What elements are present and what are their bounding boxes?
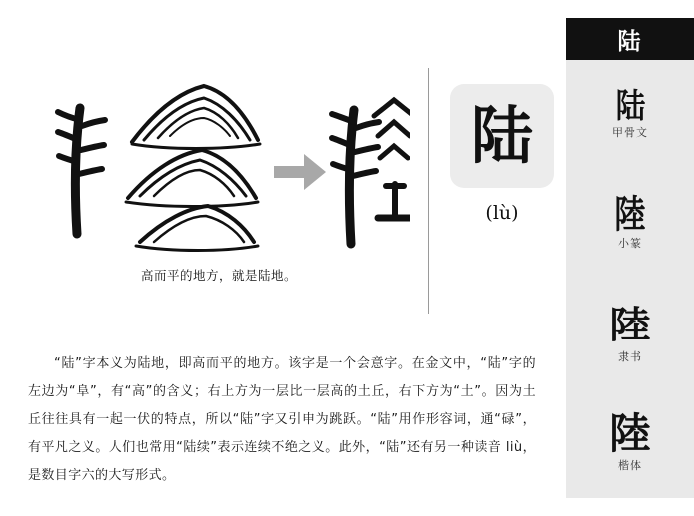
ancient-glyph-right [332,100,410,244]
hill-mounds-drawing [126,86,260,251]
script-label-clerical: 隶书 [618,349,642,363]
script-item-oracle [566,60,694,170]
modern-character-glyph: 陆 [470,99,533,172]
script-glyph-seal: 陸 [614,193,646,238]
script-label-oracle: 甲骨文 [612,126,648,140]
script-glyph-oracle: 陆 [615,86,645,126]
script-label-seal: 小篆 [618,237,642,251]
vertical-divider [428,68,429,314]
script-evolution-panel [566,18,694,498]
script-item-seal [566,170,694,280]
evolution-illustration [28,66,410,266]
ancient-glyph-left [58,108,105,234]
right-arrow-icon [274,154,326,190]
modern-character-block [446,84,558,224]
script-glyph-regular: 陸 [608,409,651,459]
pinyin-label: (lù) [485,202,519,224]
modern-character-card [450,84,554,188]
script-glyph-clerical: 陸 [608,303,651,346]
explanation-paragraph: “陆”字本义为陆地，即高而平的地方。该字是一个会意字。在金文中，“陆”字的左边为“阜”，有“高”的含义；右上方为一层比一层高的土丘，右下方为“土”。因为土丘往往具有一起一伏的特点，所以“陆”字又引申为跳跃。“陆”用作形容词，通“碌”，有平凡之义。人们也常用“陆续”表示连续不绝之义。此外，“陆”还有另一种读音 liù，是数目字六的大写形式。 [28,356,536,483]
script-item-regular [566,389,694,499]
script-item-clerical [566,279,694,389]
script-label-regular: 楷体 [618,459,642,473]
script-panel-header: 陆 [566,18,694,60]
illustration-caption: 高而平的地方，就是陆地。 [140,268,297,283]
